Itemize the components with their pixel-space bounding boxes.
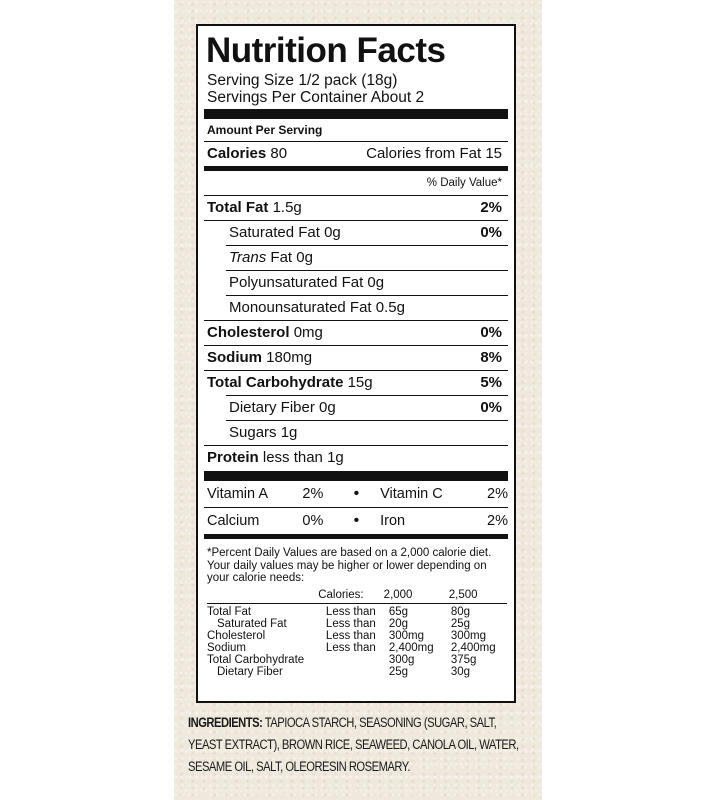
table-header-cell: 2,000 xyxy=(383,588,413,601)
divider-medium xyxy=(204,534,508,539)
nutrient-row-total-fat xyxy=(204,196,508,220)
nutrient-amount: 0g xyxy=(296,249,313,266)
nutrient-row-dietary-fiber xyxy=(204,396,508,420)
label-title: Nutrition Facts xyxy=(206,31,446,70)
vitamin-name: Iron xyxy=(380,513,406,529)
nutrient-label: Total Carbohydrate xyxy=(207,374,344,391)
calories-value: 80 xyxy=(270,145,288,162)
calories-row xyxy=(204,142,508,166)
nutrient-label: Monounsaturated Fat xyxy=(229,299,372,316)
nutrient-dv: 0% xyxy=(480,324,502,341)
amount-per-serving: Amount Per Serving xyxy=(207,123,323,137)
nutrient-dv: 5% xyxy=(480,374,502,391)
nutrient-amount: 180mg xyxy=(266,349,313,366)
nutrient-dv: 0% xyxy=(480,224,502,241)
nutrient-row-trans-fat xyxy=(204,246,508,270)
nutrient-label: Dietary Fiber xyxy=(229,399,315,416)
nutrient-row-cholesterol xyxy=(204,321,508,345)
nutrient-amount: 0mg xyxy=(293,324,323,341)
vitamin-row xyxy=(204,481,508,507)
table-header-row xyxy=(207,589,508,601)
bullet-icon: • xyxy=(353,485,360,502)
daily-value-reference-table xyxy=(207,589,508,601)
nutrient-row-polyunsaturated-fat xyxy=(204,271,508,295)
table-row: Cholesterol Less than 300mg 300mg xyxy=(207,629,487,642)
servings-per-container: Servings Per Container About 2 xyxy=(207,89,425,106)
table-row: Total Fat Less than 65g 80g xyxy=(207,605,471,618)
divider-thick xyxy=(204,471,508,481)
serving-size: Serving Size 1/2 pack (18g) xyxy=(207,72,398,89)
table-header-cell: Calories: xyxy=(318,588,364,601)
nutrient-label: Total Fat xyxy=(207,199,269,216)
nutrient-label: Trans xyxy=(229,249,267,266)
vitamin-value: 2% xyxy=(302,486,324,502)
divider-thick xyxy=(204,109,508,119)
vitamin-name: Calcium xyxy=(207,513,260,529)
nutrient-label: Polyunsaturated Fat xyxy=(229,274,364,291)
nutrient-label: Sugars xyxy=(229,424,277,441)
ingredients-text: TAPIOCA STARCH, SEASONING (SUGAR, SALT, YEAST EXTRACT), BROWN RICE, SEAWEED, CANOLA OIL, WATER, SESAME OIL, SALT, OLEORESIN ROSEMARY. xyxy=(188,715,519,774)
nutrient-amount: 0.5g xyxy=(375,299,405,316)
nutrient-row-protein xyxy=(204,446,508,470)
nutrient-dv: 0% xyxy=(480,399,502,416)
nutrient-label: Cholesterol xyxy=(207,324,290,341)
nutrient-amount: 1g xyxy=(280,424,298,441)
calories-label: Calories xyxy=(207,145,267,162)
nutrient-amount: 15g xyxy=(347,374,373,391)
nutrient-row-sodium xyxy=(204,346,508,370)
nutrient-row-total-carbohydrate xyxy=(204,371,508,395)
ingredients-label: INGREDIENTS: xyxy=(188,715,263,730)
nutrition-facts-label xyxy=(196,24,516,703)
ingredients-statement xyxy=(188,712,532,778)
nutrient-dv: 8% xyxy=(480,349,502,366)
nutrient-row-monounsaturated-fat xyxy=(204,296,508,320)
table-row: Dietary Fiber 25g 30g xyxy=(217,665,471,678)
nutrient-amount: 0g xyxy=(367,274,385,291)
daily-value-footnote: *Percent Daily Values are based on a 2,000 calorie diet. Your daily values may be higher or lower depending on your calorie needs: xyxy=(207,547,492,584)
vitamin-row xyxy=(204,508,508,534)
table-row: Saturated Fat Less than 20g 25g xyxy=(217,617,471,630)
vitamin-name: Vitamin A xyxy=(207,486,268,502)
nutrient-row-sugars xyxy=(204,421,508,445)
nutrient-row-saturated-fat xyxy=(204,221,508,245)
nutrient-amount: less than 1g xyxy=(262,449,344,466)
calories-from-fat-value: 15 xyxy=(485,145,502,162)
vitamin-name: Vitamin C xyxy=(380,486,443,502)
nutrient-amount: 0g xyxy=(319,399,336,416)
daily-value-header: % Daily Value* xyxy=(426,177,502,189)
table-divider xyxy=(207,603,507,604)
table-row: Total Carbohydrate 300g 375g xyxy=(207,653,477,666)
nutrient-label: Sodium xyxy=(207,349,262,366)
daily-value-reference-rows xyxy=(207,606,508,678)
bullet-icon: • xyxy=(353,512,360,529)
nutrient-amount: 0g xyxy=(324,224,341,241)
table-header-cell: 2,500 xyxy=(448,588,478,601)
nutrient-label: Protein xyxy=(207,449,259,466)
nutrient-label-suffix: Fat xyxy=(270,249,293,266)
nutrient-amount: 1.5g xyxy=(272,199,302,216)
nutrient-label: Saturated Fat xyxy=(229,224,320,241)
vitamin-value: 2% xyxy=(487,486,509,502)
calories-from-fat-label: Calories from Fat xyxy=(366,145,482,162)
nutrient-dv: 2% xyxy=(480,199,502,216)
vitamin-value: 0% xyxy=(302,513,324,529)
table-row: Sodium Less than 2,400mg 2,400mg xyxy=(207,641,496,654)
vitamin-value: 2% xyxy=(487,513,509,529)
